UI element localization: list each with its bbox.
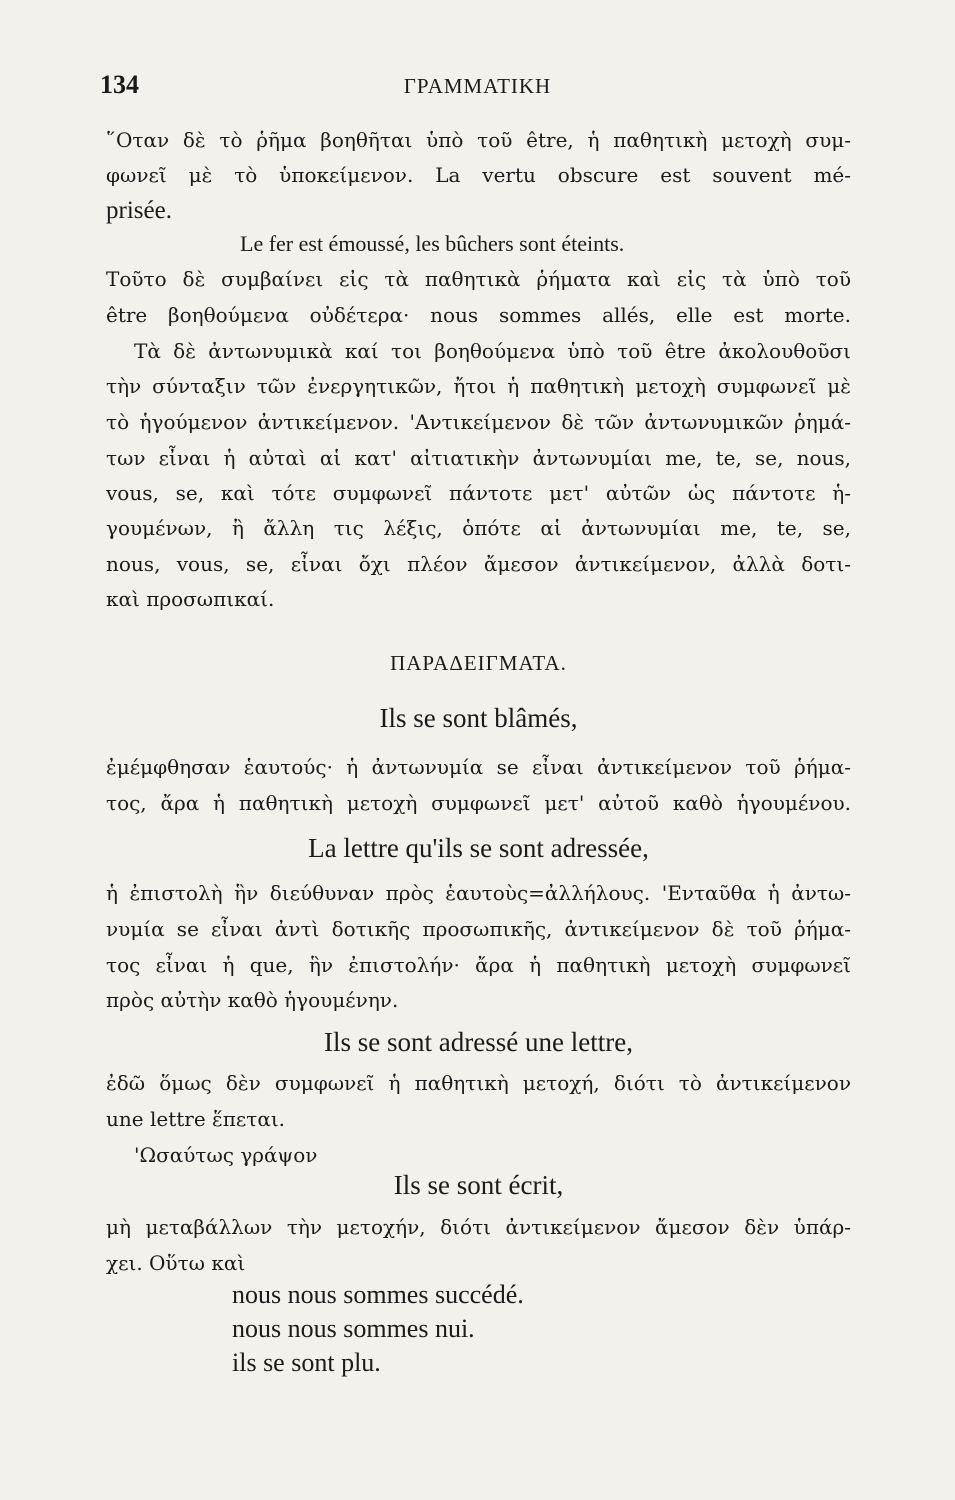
text-line: τὸ ἡγούμενον ἀντικείμενον. 'Αντικείμενον δὲ τῶν ἀντωνυμικῶν ῥημά- (106, 410, 851, 434)
example-line: ils se sont plu. (232, 1348, 381, 1377)
text-line: ἐδῶ ὅμως δὲν συμφωνεῖ ἡ παθητικὴ μετοχή, διότι τὸ ἀντικείμενον (106, 1071, 851, 1095)
example-line: Ils se sont adressé une lettre, (324, 1027, 633, 1057)
example-line: La lettre qu'ils se sont adressée, (308, 833, 649, 863)
text-line: nous, vous, se, εἶναι ὄχι πλέον ἄμεσον ἀντικείμενον, ἀλλὰ δοτι- (106, 552, 851, 576)
text-line: τος, ἄρα ἡ παθητικὴ μετοχὴ συμφωνεῖ μετ' αὐτοῦ καθὸ ἡγουμένου. (106, 791, 851, 815)
text-line: Τὰ δὲ ἀντωνυμικὰ καί τοι βοηθούμενα ὑπὸ τοῦ être ἀκολουθοῦσι (134, 339, 851, 363)
section-heading: ΠΑΡΑΔΕΙΓΜΑΤΑ. (390, 651, 567, 675)
example-line: Ils se sont écrit, (393, 1170, 564, 1200)
text-line: τὴν σύνταξιν τῶν ἐνεργητικῶν, ἤτοι ἡ παθητικὴ μετοχὴ συμφωνεῖ μὲ (106, 374, 851, 398)
example-line: nous nous sommes succédé. (232, 1280, 524, 1309)
text-line: Τοῦτο δὲ συμβαίνει εἰς τὰ παθητικὰ ῥήματα καὶ εἰς τὰ ὑπὸ τοῦ (106, 267, 851, 291)
page-header (100, 70, 855, 106)
text-line: γουμένων, ἢ ἄλλη τις λέξις, ὁπότε αἱ ἀντωνυμίαι me, te, se, (106, 516, 851, 540)
text-line: μὴ μεταβάλλων τὴν μετοχήν, διότι ἀντικείμενον ἄμεσον δὲν ὑπάρ- (106, 1215, 851, 1239)
text-line: ἐμέμφθησαν ἑαυτούς· ἡ ἀντωνυμία se εἶναι ἀντικείμενον τοῦ ῥήμα- (106, 755, 851, 779)
text-line: ἡ ἐπιστολὴ ἣν διεύθυναν πρὸς ἑαυτοὺς=ἀλλήλους. 'Ενταῦθα ἡ ἀντω- (106, 881, 851, 905)
running-title: ΓΡΑΜΜΑΤΙΚΗ (403, 74, 552, 98)
example-line: Le fer est émoussé, les bûchers sont éteints. (240, 231, 625, 256)
page-number: 134 (100, 70, 139, 99)
text-line: τος εἶναι ἡ que, ἣν ἐπιστολήν· ἄρα ἡ παθητικὴ μετοχὴ συμφωνεῖ (106, 953, 851, 977)
text-line: νυμία se εἶναι ἀντὶ δοτικῆς προσωπικῆς, ἀντικείμενον δὲ τοῦ ῥήμα- (106, 917, 851, 941)
text-line: une lettre ἕπεται. (106, 1107, 286, 1131)
text-line: καὶ προσωπικαί. (106, 587, 275, 611)
text-line: prisée. (106, 197, 172, 224)
text-line: ῞Οταν δὲ τὸ ῥῆμα βοηθῆται ὑπὸ τοῦ être, ἡ παθητικὴ μετοχὴ συμ- (106, 128, 851, 152)
text-line: των εἶναι ἡ αὐταὶ αἱ κατ' αἰτιατικὴν ἀντωνυμίαι me, te, se, nous, (106, 446, 851, 470)
example-line: nous nous sommes nui. (232, 1314, 475, 1343)
text-line: φωνεῖ μὲ τὸ ὑποκείμενον. La vertu obscure est souvent mé- (106, 163, 851, 187)
text-line: vous, se, καὶ τότε συμφωνεῖ πάντοτε μετ' αὐτῶν ὡς πάντοτε ἡ- (106, 481, 851, 505)
example-line: Ils se sont blâmés, (379, 703, 578, 733)
text-line: πρὸς αὐτὴν καθὸ ἡγουμένην. (106, 988, 399, 1012)
text-line: χει. Οὕτω καὶ (106, 1251, 246, 1275)
text-line: 'Ωσαύτως γράψον (134, 1143, 318, 1167)
text-line: être βοηθούμενα οὐδέτερα· nous sommes allés, elle est morte. (106, 303, 851, 327)
